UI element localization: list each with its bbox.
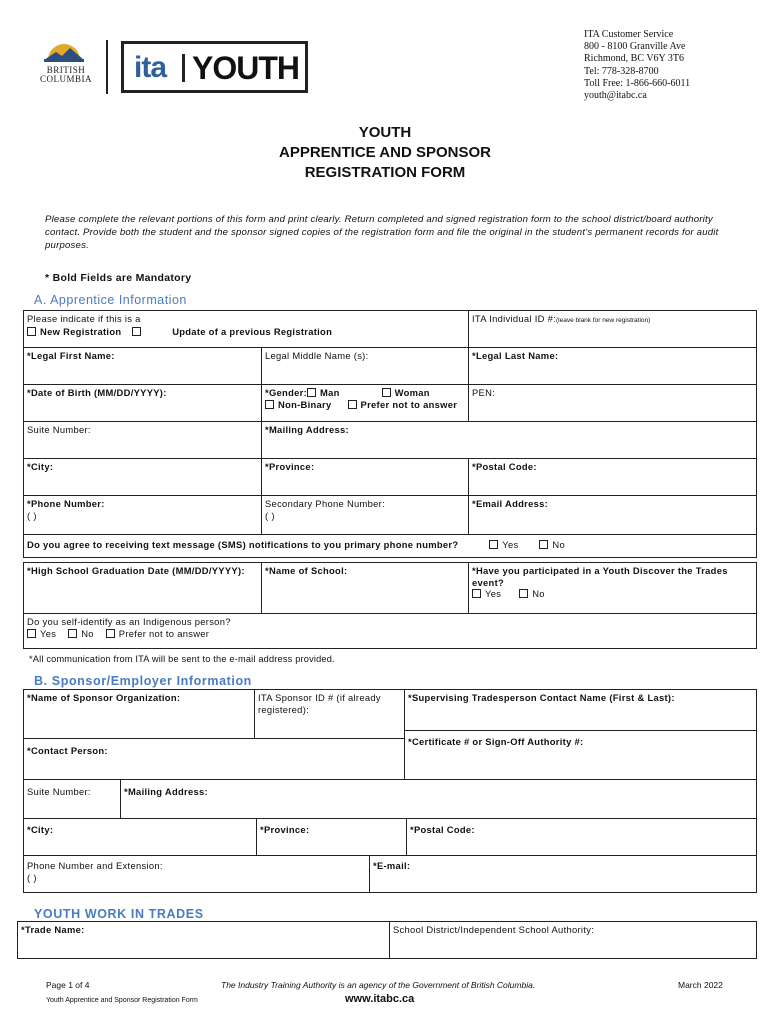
trade-name-field[interactable]: *Trade Name: — [17, 921, 390, 959]
logo-bar — [182, 54, 185, 82]
phone-number-field[interactable]: *Phone Number: ( ) — [23, 495, 262, 535]
website-link[interactable]: www.itabc.ca — [345, 993, 415, 1005]
contact-block — [584, 29, 690, 102]
email-address-field[interactable]: *Email Address: — [468, 495, 757, 535]
contact-person-field[interactable]: *Contact Person: — [23, 738, 405, 780]
indigenous-cell: Do you self-identify as an Indigenous person? Yes No Prefer not to answer — [23, 613, 757, 649]
youth-logo-text: YOUTH — [192, 50, 299, 86]
gender-nonbinary-checkbox[interactable] — [265, 400, 274, 409]
indigenous-no-checkbox[interactable] — [68, 629, 77, 638]
middle-name-field[interactable]: Legal Middle Name (s): — [261, 347, 469, 385]
sms-consent-row: Do you agree to receiving text message (SMS) notifications to you primary phone number? Yes No — [23, 534, 757, 558]
school-district-field[interactable]: School District/Independent School Authority: — [389, 921, 757, 959]
suite-number-field[interactable]: Suite Number: — [23, 421, 262, 459]
new-registration-checkbox[interactable] — [27, 327, 36, 336]
gender-woman-checkbox[interactable] — [382, 388, 391, 397]
supervising-tradesperson-field[interactable]: *Supervising Tradesperson Contact Name (First & Last): — [404, 689, 757, 731]
update-registration-checkbox[interactable] — [132, 327, 141, 336]
agency-note: The Industry Training Authority is an agency of the Government of British Columbia. — [221, 980, 536, 990]
discover-trades-cell: *Have you participated in a Youth Discover the Trades event? Yes No — [468, 562, 757, 614]
section-b-heading: B. Sponsor/Employer Information — [34, 674, 252, 688]
discover-yes-checkbox[interactable] — [472, 589, 481, 598]
discover-no-checkbox[interactable] — [519, 589, 528, 598]
gender-cell: *Gender: Man Woman Non-Binary Prefer not to answer — [261, 384, 469, 422]
province-field[interactable]: *Province: — [261, 458, 469, 496]
revision-date: March 2022 — [678, 980, 723, 990]
postal-code-field[interactable]: *Postal Code: — [468, 458, 757, 496]
ita-logo-text: ita — [134, 51, 167, 84]
bc-logo-text: BRITISH COLUMBIA — [39, 65, 92, 84]
indigenous-yes-checkbox[interactable] — [27, 629, 36, 638]
indigenous-prefer-not-checkbox[interactable] — [106, 629, 115, 638]
graduation-date-field[interactable]: *High School Graduation Date (MM/DD/YYYY): — [23, 562, 262, 614]
mandatory-note: * Bold Fields are Mandatory — [45, 272, 192, 284]
intro-text: Please complete the relevant portions of this form and print clearly. Return completed and signed registration form to the school district/board authority contact. Provide both the student and the sponsor signed copies of the registration form and file the original in the student’s permanent records for audit purposes. — [45, 214, 719, 251]
sponsor-id-field[interactable]: ITA Sponsor ID # (if already registered): — [254, 689, 405, 739]
section-c-heading: YOUTH WORK IN TRADES — [34, 907, 204, 921]
secondary-phone-field[interactable]: Secondary Phone Number: ( ) — [261, 495, 469, 535]
gender-prefer-not-checkbox[interactable] — [348, 400, 357, 409]
pen-field[interactable]: PEN: — [468, 384, 757, 422]
sponsor-organization-field[interactable]: *Name of Sponsor Organization: — [23, 689, 255, 739]
sponsor-province-field[interactable]: *Province: — [256, 818, 407, 856]
certificate-field[interactable]: *Certificate # or Sign-Off Authority #: — [404, 730, 757, 780]
registration-type-cell: Please indicate if this is a New Registration Update of a previous Registration — [23, 310, 469, 348]
contact-line: ITA Customer Service — [584, 29, 674, 40]
dob-field[interactable]: *Date of Birth (MM/DD/YYYY): — [23, 384, 262, 422]
contact-email[interactable]: youth@itabc.ca — [584, 90, 647, 102]
logo-divider — [106, 40, 108, 94]
last-name-field[interactable]: *Legal Last Name: — [468, 347, 757, 385]
bc-logo — [34, 38, 98, 98]
contact-line: Richmond, BC V6Y 3T6 — [584, 53, 685, 65]
sponsor-mailing-address-field[interactable]: *Mailing Address: — [120, 779, 757, 819]
mailing-address-field[interactable]: *Mailing Address: — [261, 421, 757, 459]
ita-youth-logo — [121, 41, 308, 93]
form-title: YOUTH APPRENTICE AND SPONSOR REGISTRATION FORM — [279, 124, 491, 181]
form-name: Youth Apprentice and Sponsor Registration Form — [46, 997, 198, 1004]
sms-no-checkbox[interactable] — [539, 540, 548, 549]
sponsor-postal-code-field[interactable]: *Postal Code: — [406, 818, 757, 856]
sponsor-phone-field[interactable]: Phone Number and Extension: ( ) — [23, 855, 370, 893]
sms-yes-checkbox[interactable] — [489, 540, 498, 549]
sponsor-email-field[interactable]: *E-mail: — [369, 855, 757, 893]
city-field[interactable]: *City: — [23, 458, 262, 496]
bc-sun-icon — [44, 38, 84, 62]
contact-line: Tel: 778-328-8700 — [584, 65, 659, 77]
sponsor-suite-field[interactable]: Suite Number: — [23, 779, 121, 819]
first-name-field[interactable]: *Legal First Name: — [23, 347, 262, 385]
gender-man-checkbox[interactable] — [307, 388, 316, 397]
communication-note: *All communication from ITA will be sent to the e-mail address provided. — [29, 654, 335, 664]
section-a-heading: A. Apprentice Information — [34, 293, 187, 307]
page-number: Page 1 of 4 — [46, 980, 90, 990]
contact-line: Toll Free: 1-866-660-6011 — [584, 77, 691, 89]
contact-line: 800 - 8100 Granville Ave — [584, 41, 686, 53]
school-name-field[interactable]: *Name of School: — [261, 562, 469, 614]
ita-id-field[interactable]: ITA Individual ID #:(leave blank for new registration) — [468, 310, 757, 348]
sponsor-city-field[interactable]: *City: — [23, 818, 257, 856]
